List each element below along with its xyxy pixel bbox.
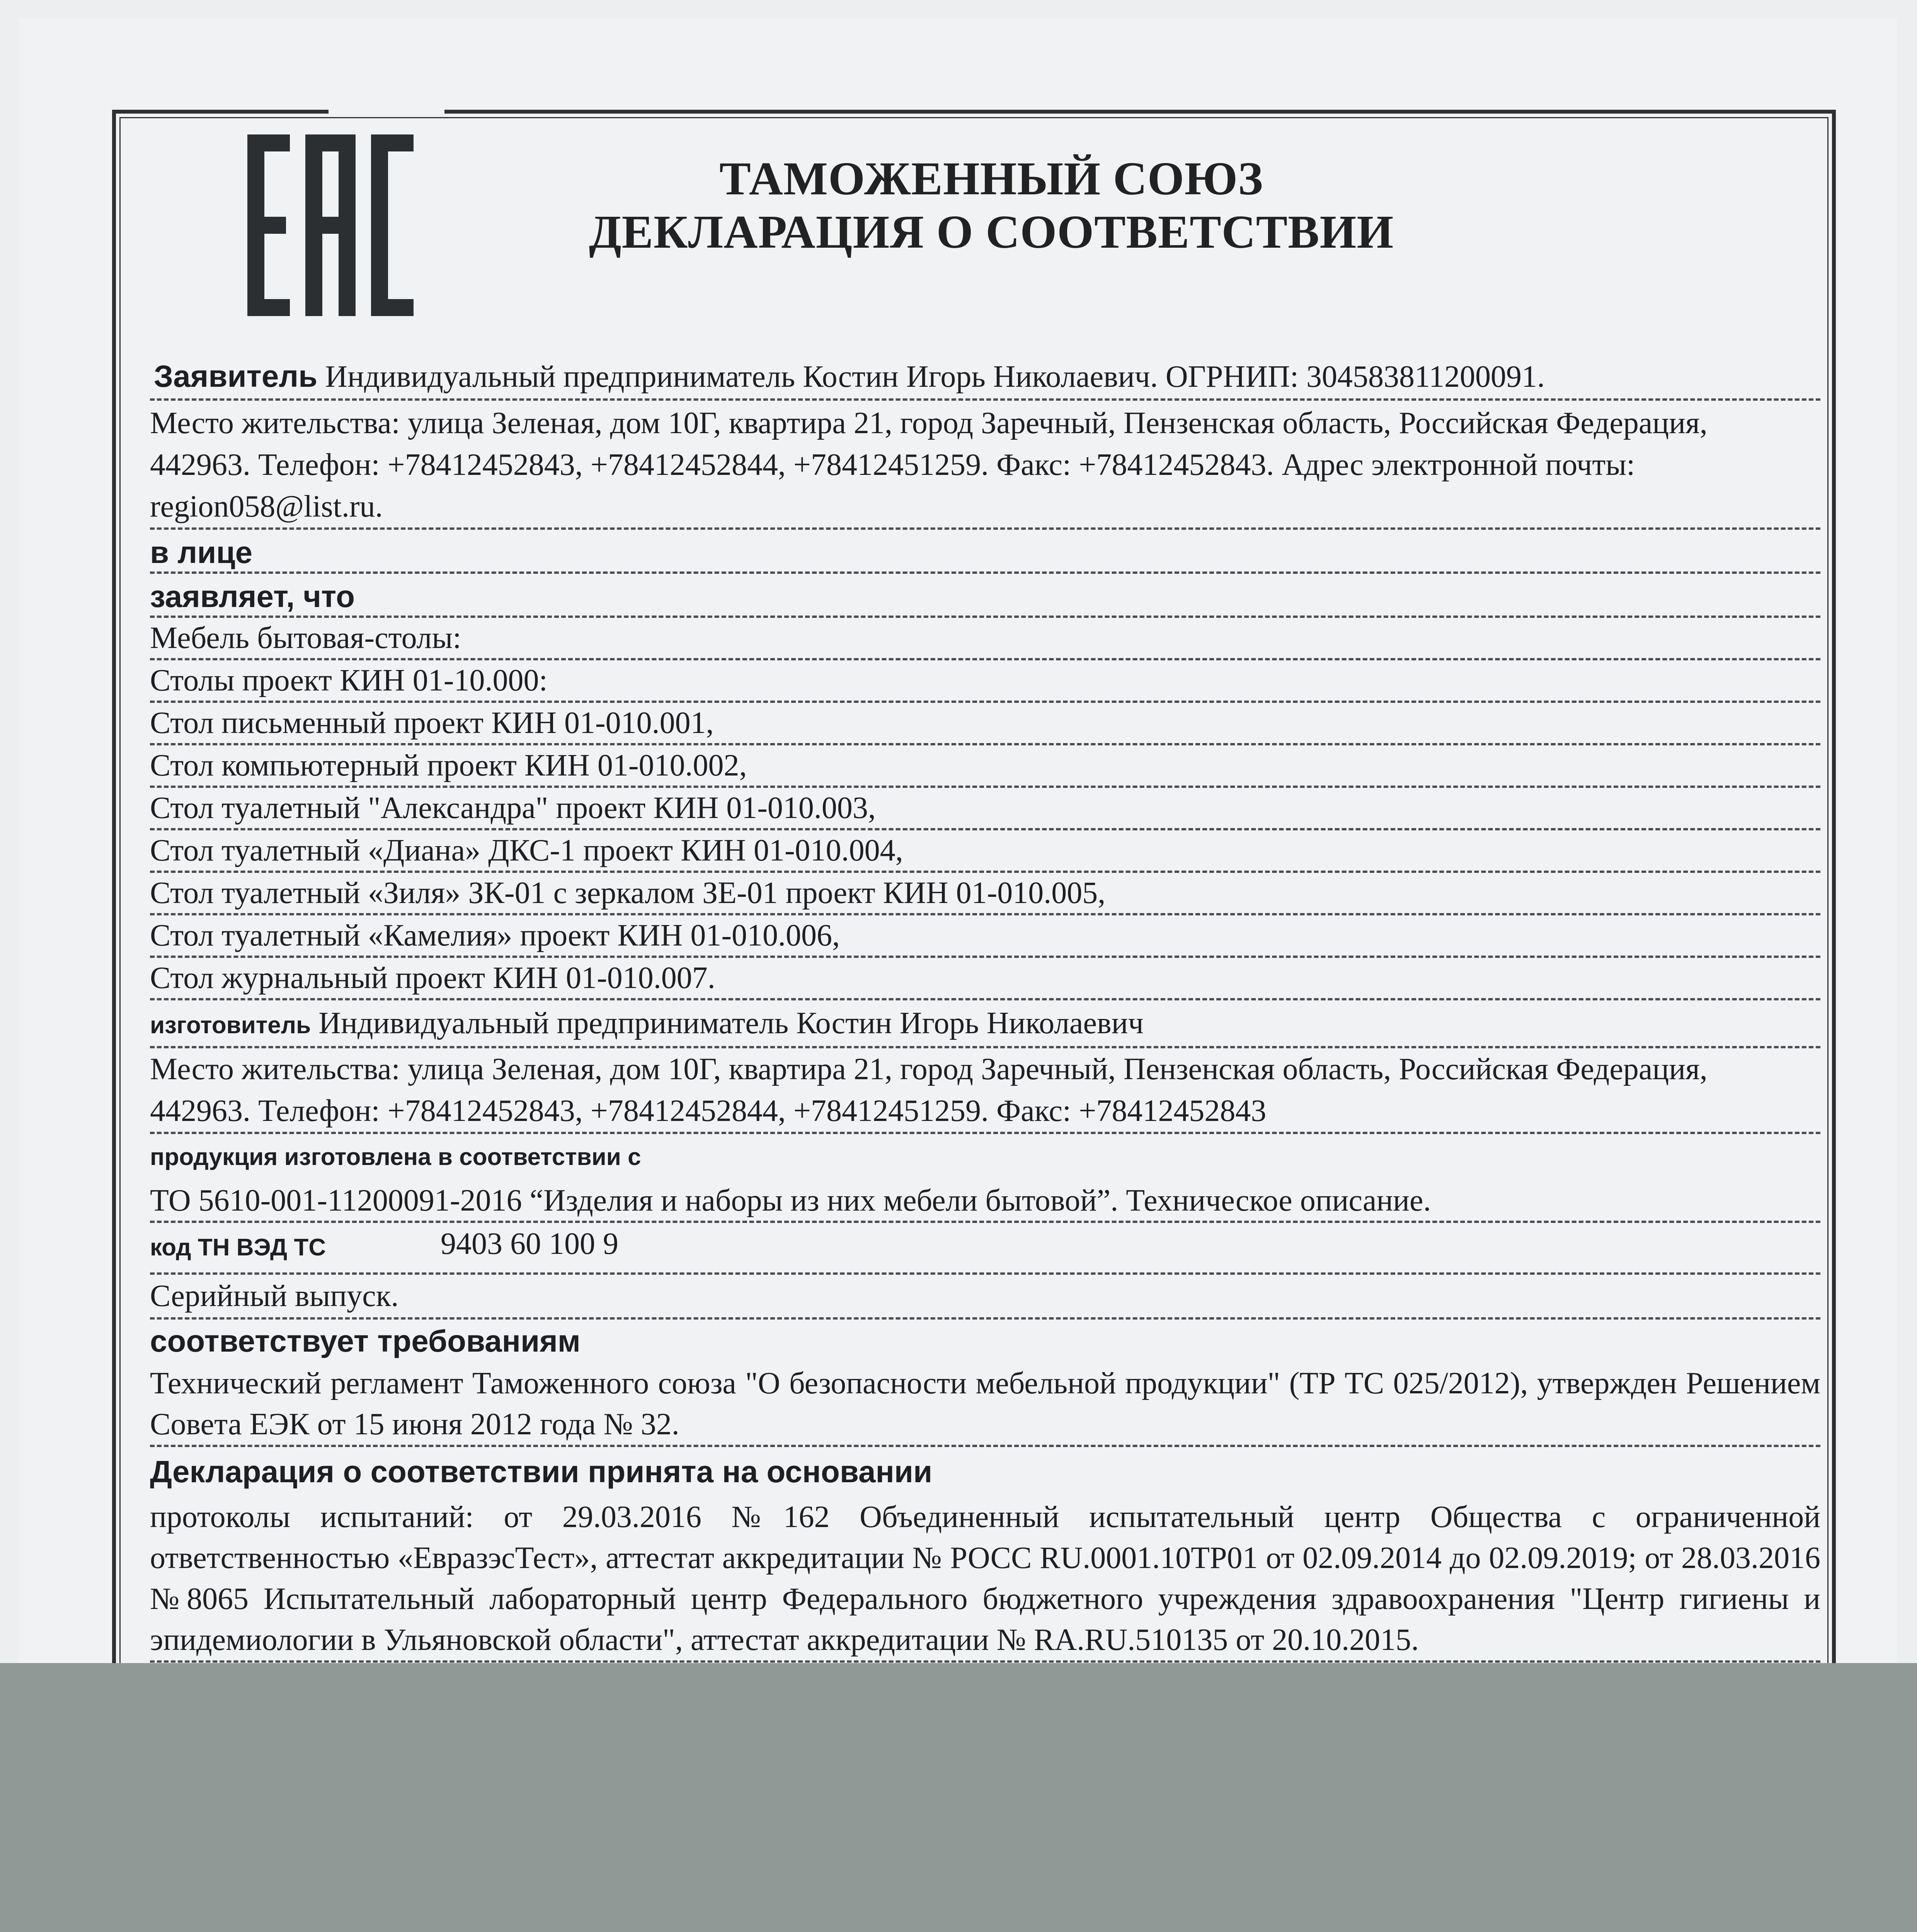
manufacturer-row xyxy=(150,1000,1820,1048)
product-item: Стол компьютерный проект КИН 01-010.002, xyxy=(150,745,1820,788)
product-item: Стол туалетный «Камелия» проект КИН 01-010.006, xyxy=(150,915,1820,958)
applicant-residence-line: Место жительства: улица Зеленая, дом 10Г, квартира 21, город Заречный, Пензенская область, Российская Федерация, xyxy=(150,406,1708,440)
product-item: Столы проект КИН 01-10.000: xyxy=(150,660,1820,703)
declaration-body xyxy=(150,355,1820,1709)
applicant-residence-line: 442963. Телефон: +78412452843, +78412452844, +78412451259. Факс: +78412452843. Адрес электронной почты: xyxy=(150,448,1635,482)
product-item: Стол туалетный «Диана» ДКС-1 проект КИН 01-010.004, xyxy=(150,830,1820,873)
product-item: Стол туалетный «Зиля» ЗК-01 с зеркалом ЗЕ-01 проект КИН 01-010.005, xyxy=(150,873,1820,915)
test-protocols: протоколы испытаний: от 29.03.2016 №162 Объединенный испытательный центр Общества с ограниченной ответственностью «ЕвразэсТест», аттестат аккредитации № РОСС RU.0001.10ТР01 от 02.09.2014 до 02.09.2019; от 28.03.2016 №8065 Испытательный лабораторный центр Федерального бюджетного учреждения здравоохранения "Центр гигиены и эпидемиологии в Ульяновской области", аттестат аккредитации № RA.RU.510135 от 20.10.2015. xyxy=(150,1497,1820,1663)
applicant-row xyxy=(150,355,1820,401)
redaction-overlay xyxy=(0,1663,1917,1932)
represented-by-label: в лице xyxy=(150,530,1820,574)
applicant-ogrnip: ОГРНИП: 304583811200091. xyxy=(1165,360,1545,394)
complies-with-label: соответствует требованиям xyxy=(150,1324,581,1358)
applicant-name: Индивидуальный предприниматель Костин Игорь Николаевич. xyxy=(325,360,1158,394)
eac-logo xyxy=(247,134,414,316)
manufacturer-residence-line: Место жительства: улица Зеленая, дом 10Г, квартира 21, город Заречный, Пензенская область, Российская Федерация, xyxy=(150,1052,1708,1086)
basis-label: Декларация о соответствии принята на основании xyxy=(150,1454,933,1489)
frame-gap xyxy=(329,107,444,116)
applicant-residence xyxy=(150,402,1820,530)
technical-standard: ТО 5610-001-11200091-2016 “Изделия и наборы из них мебели бытовой”. Техническое описание. xyxy=(150,1180,1820,1223)
tnved-row xyxy=(150,1223,1820,1275)
applicant-label: Заявитель xyxy=(154,359,318,393)
applicant-email-line: region058@list.ru. xyxy=(150,490,383,524)
product-item: Стол туалетный "Александра" проект КИН 01-010.003, xyxy=(150,788,1820,830)
manufacturer-name: Индивидуальный предприниматель Костин Игорь Николаевич xyxy=(318,1006,1144,1040)
tnved-code: 9403 60 100 9 xyxy=(441,1227,618,1261)
product-item: Стол журнальный проект КИН 01-010.007. xyxy=(150,958,1820,1000)
product-item: Мебель бытовая-столы: xyxy=(150,618,1820,660)
declares-label: заявляет, что xyxy=(150,574,1820,618)
manufacturer-label: изготовитель xyxy=(150,1012,311,1039)
product-item: Стол письменный проект КИН 01-010.001, xyxy=(150,703,1820,745)
title-customs-union: ТАМОЖЕННЫЙ СОЮЗ xyxy=(719,153,1263,205)
declaration-document xyxy=(19,19,1897,1665)
produced-in-accordance-label: продукция изготовлена в соответствии с xyxy=(150,1144,641,1170)
technical-regulation: Технический регламент Таможенного союза "О безопасности мебельной продукции" (ТР ТС 025/2012), утвержден Решением Совета ЕЭК от 15 июня 2012 года № 32. xyxy=(150,1363,1820,1447)
title-declaration: ДЕКЛАРАЦИЯ О СООТВЕТСТВИИ xyxy=(589,206,1394,258)
manufacturer-residence-line: 442963. Телефон: +78412452843, +78412452844, +78412451259. Факс: +78412452843 xyxy=(150,1094,1267,1128)
serial-production: Серийный выпуск. xyxy=(150,1275,1820,1320)
manufacturer-residence xyxy=(150,1048,1820,1134)
tnved-label: код ТН ВЭД ТС xyxy=(150,1234,326,1261)
